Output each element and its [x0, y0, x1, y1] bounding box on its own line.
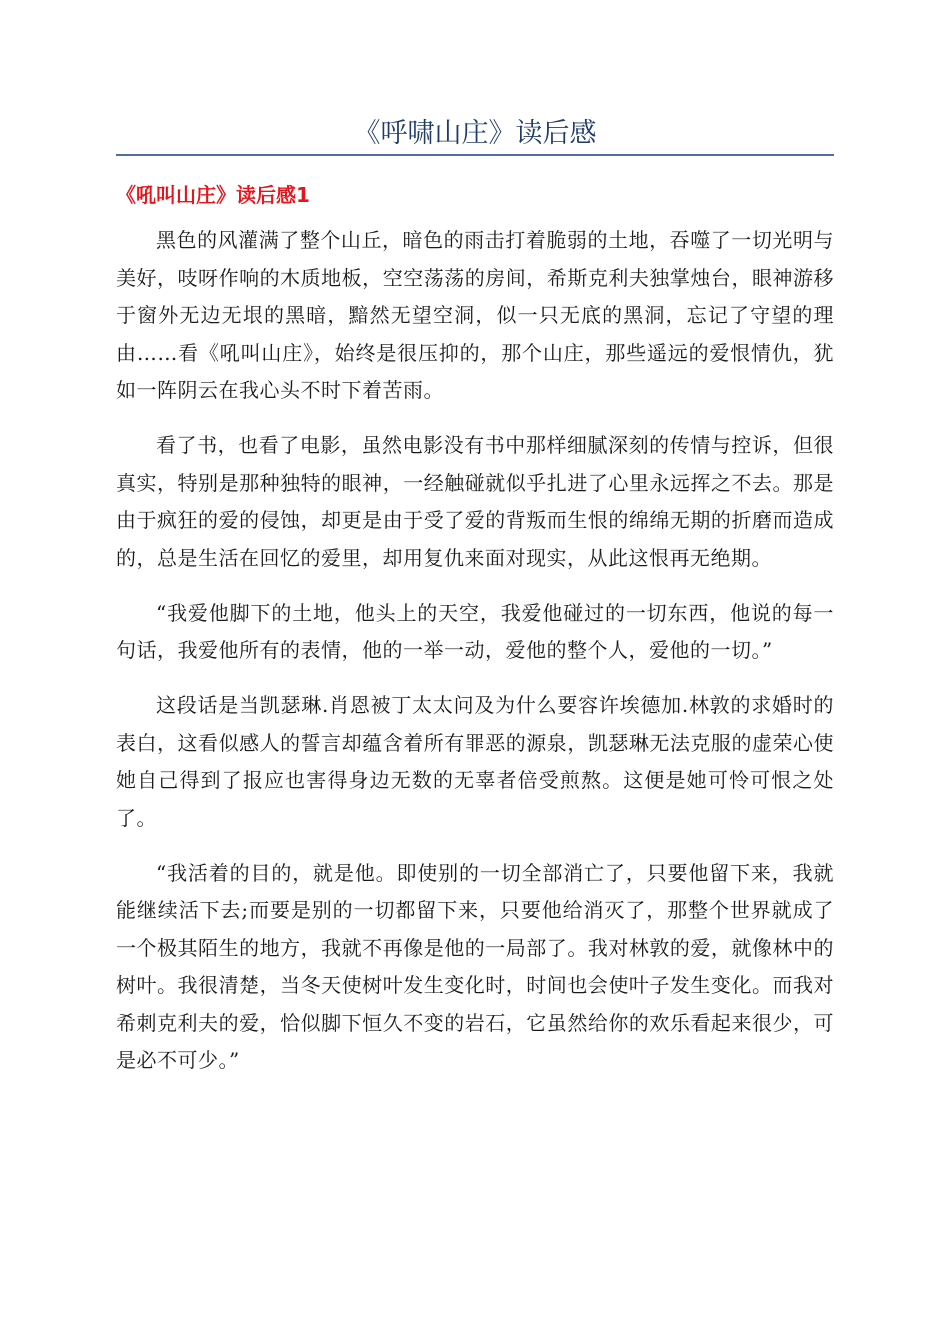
paragraph: 看了书，也看了电影，虽然电影没有书中那样细腻深刻的传情与控诉，但很真实，特别是那种独特的眼神，一经触碰就似乎扎进了心里永远挥之不去。那是由于疯狂的爱的侵蚀，却更是由于受了爱的背叛而生恨的绵绵无期的折磨而造成的，总是生活在回忆的爱里，却用复仇来面对现实，从此这恨再无绝期。	[116, 433, 834, 570]
paragraph: 黑色的风灌满了整个山丘，暗色的雨击打着脆弱的土地，吞噬了一切光明与美好，吱呀作响的木质地板，空空荡荡的房间，希斯克利夫独掌烛台，眼神游移于窗外无边无垠的黑暗，黯然无望空洞，似一只无底的黑洞，忘记了守望的理由……看《吼叫山庄》，始终是很压抑的，那个山庄，那些遥远的爱恨情仇，犹如一阵阴云在我心头不时下着苦雨。	[116, 228, 834, 402]
paragraph: “我爱他脚下的土地，他头上的天空，我爱他碰过的一切东西，他说的每一句话，我爱他所有的表情，他的一举一动，爱他的整个人，爱他的一切。”	[116, 600, 834, 662]
body-text	[116, 222, 834, 1097]
paragraph: 这段话是当凯瑟琳.肖恩被丁太太问及为什么要容许埃德加.林敦的求婚时的表白，这看似感人的誓言却蕴含着所有罪恶的源泉，凯瑟琳无法克服的虚荣心使她自己得到了报应也害得身边无数的无辜者倍受煎熬。这便是她可怜可恨之处了。	[116, 693, 834, 830]
paragraph: “我活着的目的，就是他。即使别的一切全部消亡了，只要他留下来，我就能继续活下去;而要是别的一切都留下来，只要他给消灭了，那整个世界就成了一个极其陌生的地方，我就不再像是他的一局部了。我对林敦的爱，就像林中的树叶。我很清楚，当冬天使树叶发生变化时，时间也会使叶子发生变化。而我对希刺克利夫的爱，恰似脚下恒久不变的岩石，它虽然给你的欢乐看起来很少，可是必不可少。”	[116, 860, 834, 1072]
section-heading: 《吼叫山庄》读后感1	[116, 183, 310, 207]
document-title: 《呼啸山庄》读后感	[353, 118, 597, 149]
title-divider	[116, 154, 834, 156]
